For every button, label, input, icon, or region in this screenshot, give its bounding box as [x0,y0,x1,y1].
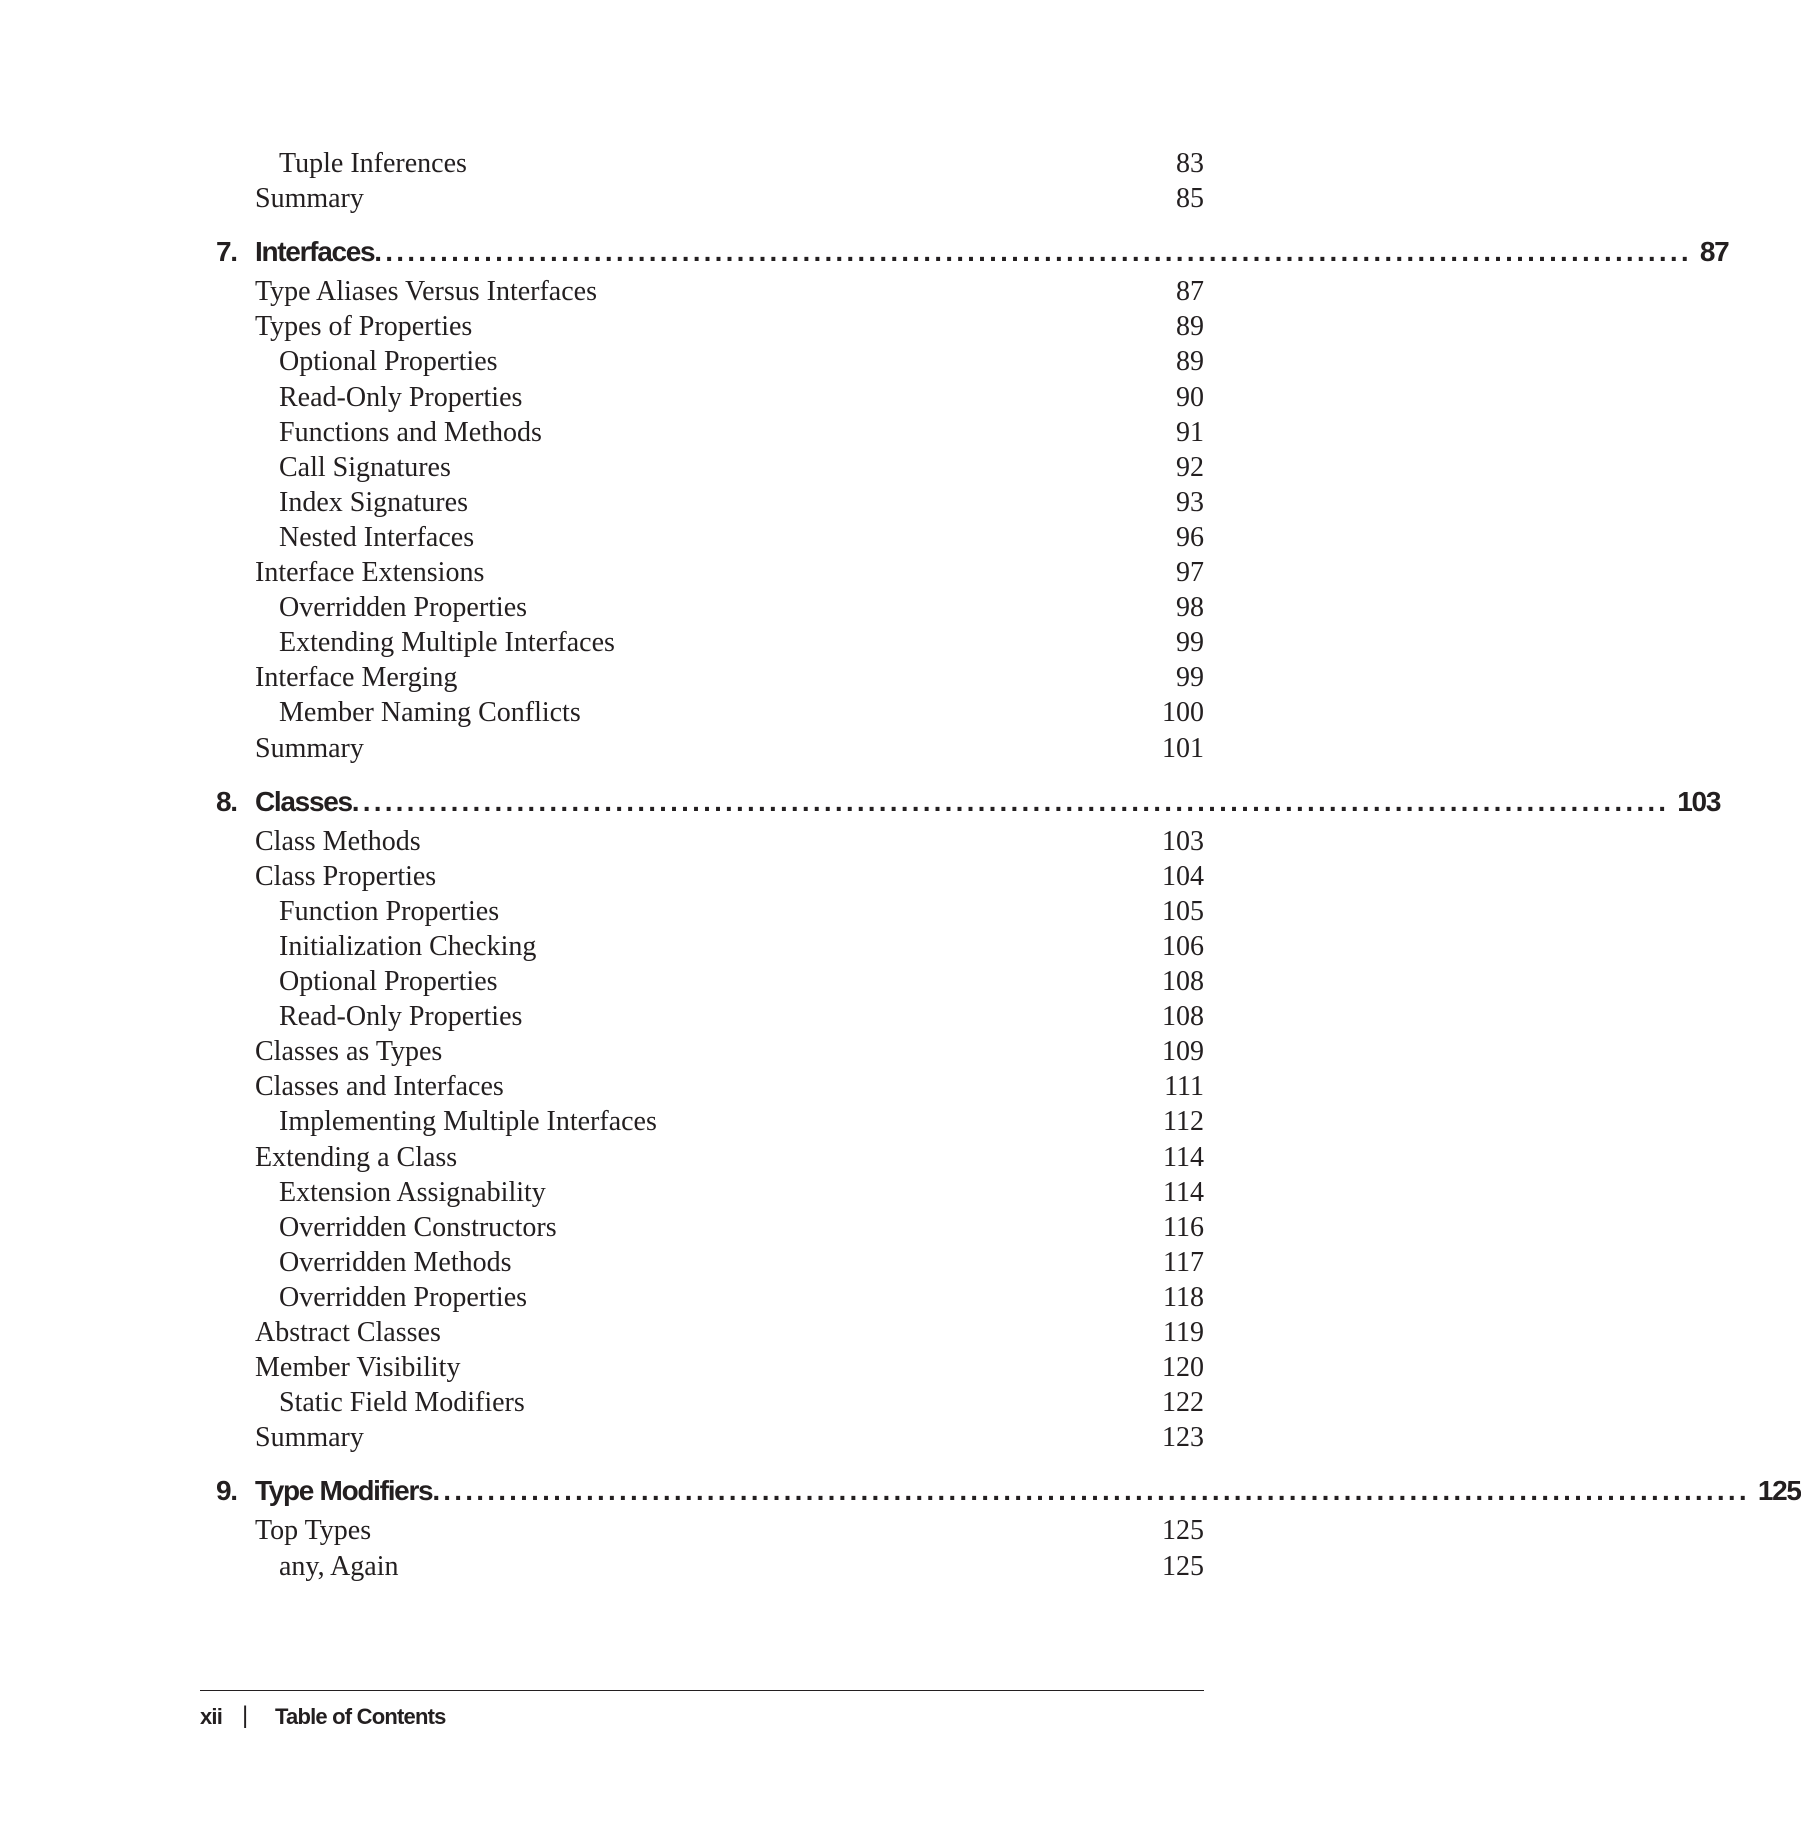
dot-leader: ........................................................................................................................ [374,236,1692,268]
toc-subsection[interactable] [0,695,1400,730]
entry-page-number: 105 [1162,895,1204,927]
entry-page-number: 118 [1163,1281,1204,1313]
entry-page-number: 108 [1162,1001,1204,1033]
entry-page-number: 120 [1162,1352,1204,1384]
entry-page-number: 104 [1162,860,1204,892]
entry-page-number: 96 [1176,521,1204,553]
entry-page-number: 100 [1162,697,1204,729]
toc-subsection[interactable] [0,894,1400,929]
toc-subsection[interactable] [0,1104,1400,1139]
entry-title: Read-Only Properties [279,1001,523,1033]
entry-page-number: 99 [1176,627,1204,659]
entry-page-number: 125 [1162,1515,1204,1547]
toc-subsection[interactable] [0,1210,1400,1245]
entry-title: Summary [255,1422,364,1454]
chapter-title: Type Modifiers [255,1475,433,1507]
toc-subsection[interactable] [0,1175,1400,1210]
toc-section[interactable] [0,660,1400,695]
chapter-title: Classes [255,785,352,817]
toc-subsection[interactable] [0,520,1400,555]
entry-title: Class Properties [255,860,437,892]
entry-page-number: 123 [1162,1422,1204,1454]
entry-title: Overridden Methods [279,1246,512,1278]
toc-chapter[interactable] [0,232,1729,272]
entry-page-number: 83 [1176,148,1204,179]
entry-page-number: 89 [1176,346,1204,378]
toc-section[interactable] [0,731,1400,766]
toc-subsection[interactable] [0,1385,1400,1420]
entry-page-number: 85 [1176,183,1204,215]
chapter-page-number: 103 [1677,785,1721,817]
entry-title: Optional Properties [279,966,498,997]
toc-subsection[interactable] [0,999,1400,1034]
entry-title: Functions and Methods [279,416,542,448]
chapter-number: 7. [216,236,237,268]
entry-title: Optional Properties [279,346,498,378]
entry-page-number: 90 [1176,381,1204,413]
toc-subsection[interactable] [0,964,1400,999]
entry-page-number: 116 [1163,1211,1204,1243]
entry-title: Implementing Multiple Interfaces [279,1106,657,1138]
chapter-number: 9. [216,1475,237,1507]
toc-section[interactable] [0,1034,1400,1069]
toc-section[interactable] [0,309,1400,344]
entry-page-number: 93 [1176,486,1204,518]
entry-page-number: 117 [1163,1246,1204,1278]
entry-title: Extension Assignability [279,1176,546,1208]
toc-subsection[interactable] [0,380,1400,415]
toc-section[interactable] [0,1350,1400,1385]
entry-title: Member Naming Conflicts [279,697,581,729]
entry-page-number: 87 [1176,276,1204,308]
entry-title: Abstract Classes [255,1317,441,1348]
entry-title: Tuple Inferences [279,148,467,179]
entry-page-number: 114 [1163,1141,1204,1173]
page-folio: xii [200,1704,223,1729]
entry-page-number: 122 [1162,1387,1204,1419]
entry-page-number: 125 [1162,1550,1204,1582]
toc-subsection[interactable] [0,1549,1400,1584]
dot-leader: ........................................................................................................................ [432,1475,1750,1507]
entry-page-number: 97 [1176,557,1204,588]
toc-section[interactable] [0,1140,1400,1175]
toc-section[interactable] [0,1315,1400,1350]
entry-title: Overridden Constructors [279,1211,557,1243]
toc-section[interactable] [0,1513,1400,1548]
entry-title: Extending a Class [255,1141,458,1173]
entry-page-number: 112 [1163,1106,1204,1138]
entry-title: Index Signatures [279,486,468,518]
entry-page-number: 91 [1176,416,1204,448]
chapter-number: 8. [216,785,237,817]
entry-title: Static Field Modifiers [279,1387,525,1419]
entry-title: Read-Only Properties [279,381,523,413]
entry-title: Summary [255,732,364,764]
footer-rule [200,1690,1204,1691]
chapter-title: Interfaces [255,236,375,268]
entry-title: Types of Properties [255,311,473,343]
entry-page-number: 103 [1162,825,1204,857]
entry-page-number: 99 [1176,662,1204,694]
entry-title: Call Signatures [279,451,451,483]
entry-title: Extending Multiple Interfaces [279,627,615,659]
entry-page-number: 111 [1164,1071,1204,1103]
footer-title: Table of Contents [275,1704,446,1729]
toc-section[interactable] [0,555,1400,590]
toc-chapter[interactable] [0,782,1721,822]
entry-title: Interface Merging [255,662,458,694]
toc-subsection[interactable] [0,1280,1400,1315]
toc-section[interactable] [0,274,1400,309]
toc-subsection[interactable] [0,146,1400,181]
toc-section[interactable] [0,859,1400,894]
chapter-page-number: 125 [1757,1475,1801,1507]
toc-subsection[interactable] [0,590,1400,625]
entry-page-number: 108 [1162,966,1204,997]
entry-title: Summary [255,183,364,215]
chapter-page-number: 87 [1699,236,1729,268]
entry-title: Classes and Interfaces [255,1071,504,1103]
entry-title: Type Aliases Versus Interfaces [255,276,597,308]
entry-title: any, Again [279,1550,399,1582]
toc-subsection[interactable] [0,1245,1400,1280]
toc-section[interactable] [0,181,1400,216]
entry-page-number: 101 [1162,732,1204,764]
entry-title: Interface Extensions [255,557,485,588]
toc-section[interactable] [0,1069,1400,1104]
toc-section[interactable] [0,824,1400,859]
toc-subsection[interactable] [0,485,1400,520]
toc-chapter[interactable] [0,1471,1801,1511]
toc-subsection[interactable] [0,415,1400,450]
toc-subsection[interactable] [0,929,1400,964]
footer-separator: | [242,1702,248,1729]
entry-page-number: 106 [1162,930,1204,962]
entry-title: Classes as Types [255,1036,443,1068]
dot-leader: ........................................................................................................................ [351,785,1670,817]
entry-page-number: 114 [1163,1176,1204,1208]
entry-title: Initialization Checking [279,930,537,962]
entry-title: Member Visibility [255,1352,461,1384]
entry-page-number: 98 [1176,592,1204,624]
entry-page-number: 89 [1176,311,1204,343]
entry-title: Class Methods [255,825,421,857]
toc-section[interactable] [0,1420,1400,1455]
entry-title: Nested Interfaces [279,521,475,553]
entry-page-number: 92 [1176,451,1204,483]
entry-title: Overridden Properties [279,1281,528,1313]
toc-subsection[interactable] [0,625,1400,660]
toc-subsection[interactable] [0,450,1400,485]
toc-subsection[interactable] [0,344,1400,379]
entry-title: Overridden Properties [279,592,528,624]
entry-title: Top Types [255,1515,372,1547]
entry-page-number: 109 [1162,1036,1204,1068]
entry-page-number: 119 [1163,1317,1204,1348]
entry-title: Function Properties [279,895,500,927]
